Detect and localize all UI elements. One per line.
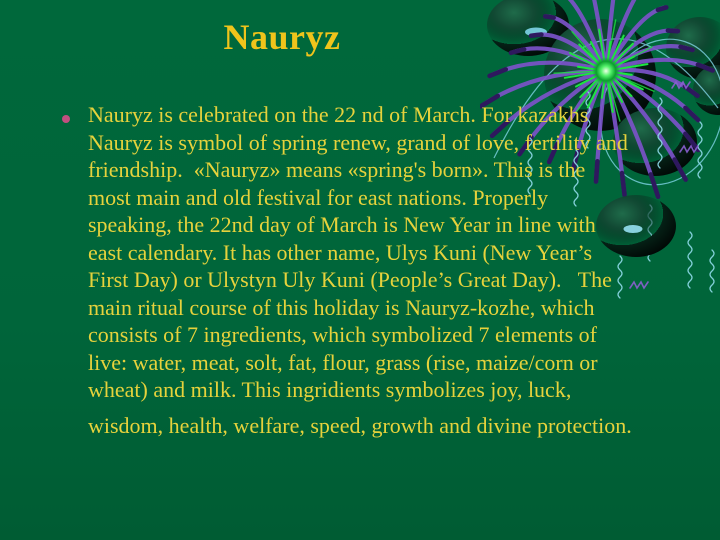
body-text-line: live: water, meat, solt, fat, flour, grass (rise, maize/corn or (88, 349, 598, 375)
body-text-line: most main and old festival for east nations. Properly (88, 184, 549, 210)
slide-body-text (88, 101, 708, 439)
body-text-line: wisdom, health, welfare, speed, growth and divine protection. (88, 412, 632, 438)
body-text-line: east calendary. It has other name, Ulys Kuni (New Year’s (88, 239, 593, 265)
body-text-line: speaking, the 22nd day of March is New Year in line with (88, 212, 596, 237)
body-text-line: Nauryz is symbol of spring renew, grand of love, fertility and (88, 129, 628, 155)
body-text-line: wheat) and milk. This ingridients symbolizes joy, luck, (88, 377, 572, 402)
body-text-line: main ritual course of this holiday is Nauryz-kozhe, which (88, 294, 595, 320)
body-text-line: consists of 7 ingredients, which symbolized 7 elements of (88, 322, 597, 347)
bullet-marker (62, 115, 70, 123)
body-text-line: friendship. «Nauryz» means «spring's born». This is the (88, 157, 586, 182)
slide-title: Nauryz (223, 17, 341, 57)
body-text-line: First Day) or Ulystyn Uly Kuni (People’s Great Day). The (88, 267, 612, 292)
body-text-line: Nauryz is celebrated on the 22 nd of March. For kazakhs (88, 102, 589, 127)
